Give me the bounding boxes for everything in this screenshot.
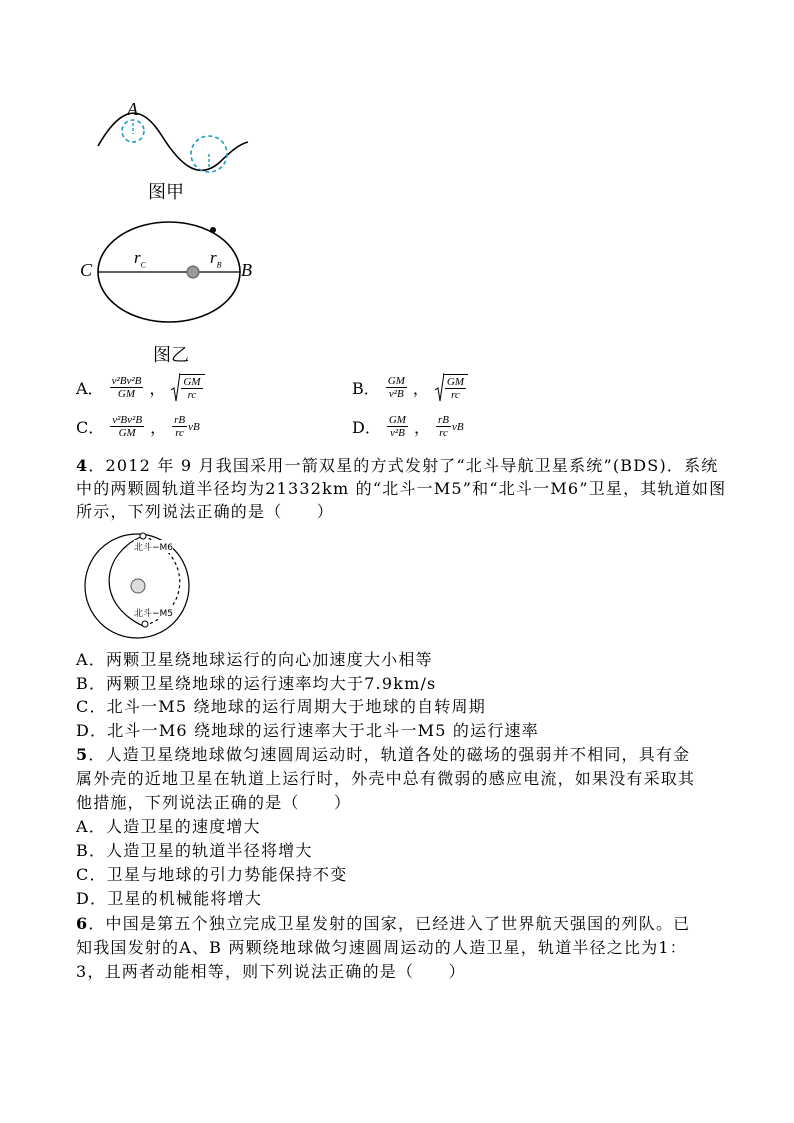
satellite-dot	[210, 227, 216, 233]
q3-option-B: B． $\frac{GM}{\text{v²B}}$ ， $\frac{GM}{rc}$	[352, 372, 468, 402]
q4-stem-line2: 中的两颗圆轨道半径均为21332km 的“北斗一M5”和“北斗一M6”卫星，其轨道如图	[76, 479, 727, 498]
q5-option-D: D．卫星的机械能将增大	[76, 889, 263, 908]
figure-yi-caption: 图乙	[153, 345, 189, 366]
point-A-label: A	[127, 99, 138, 119]
q5-option-A: A．人造卫星的速度增大	[76, 817, 261, 836]
figure-yi	[94, 220, 244, 330]
q3-option-D: D． $\frac{GM}{\text{v²B}}$ ， $\frac{rB}{rc}$ vB	[352, 414, 464, 439]
q5-option-B: B．人造卫星的轨道半径将增大	[76, 841, 313, 860]
q3-option-A: A． $\frac{\text{v²Bv²B}}{GM}$ ， $\frac{GM}{rc}$	[76, 372, 205, 402]
label-rB: $r_B$	[210, 248, 222, 270]
satellite-m5	[142, 621, 148, 627]
q4-option-D: D．北斗一M6 绕地球的运行速率大于北斗一M5 的运行速率	[76, 721, 539, 740]
q4-stem-line1: 4．2012 年 9 月我国采用一箭双星的方式发射了“北斗导航卫星系统”(BDS)．系统	[76, 456, 719, 475]
label-rC: $r_C$	[134, 248, 146, 270]
q4-option-A: A．两颗卫星绕地球运行的向心加速度大小相等	[76, 650, 433, 669]
label-C: C	[80, 260, 93, 280]
satellite-m6	[140, 533, 146, 539]
q5-stem-line3: 他措施，下列说法正确的是（ ）	[76, 793, 352, 812]
label-m6: 北斗−M6	[134, 540, 173, 553]
central-body	[187, 266, 199, 278]
q3-option-C: C． $\frac{\text{v²Bv²B}}{GM}$ ， $\frac{rB}{rc}$ vB	[76, 414, 200, 439]
label-B: B	[241, 260, 252, 280]
q5-stem-line1: 5．人造卫星绕地球做匀速圆周运动时，轨道各处的磁场的强弱并不相同，具有金	[76, 745, 691, 764]
q6-stem-line2: 知我国发射的A、B 两颗绕地球做匀速圆周运动的人造卫星，轨道半径之比为1：	[76, 938, 687, 957]
q4-option-C: C．北斗一M5 绕地球的运行周期大于地球的自转周期	[76, 697, 486, 716]
q6-stem-line1: 6．中国是第五个独立完成卫星发射的国家，已经进入了世界航天强国的列队。已	[76, 914, 691, 933]
q6-stem-line3: 3，且两者动能相等，则下列说法正确的是（ ）	[76, 962, 466, 981]
q4-stem-line3: 所示，下列说法正确的是（ ）	[76, 502, 335, 521]
label-m5: 北斗−M5	[134, 606, 173, 619]
figure-jia-caption: 图甲	[148, 182, 184, 203]
earth	[131, 579, 145, 593]
q5-stem-line2: 属外壳的近地卫星在轨道上运行时，外壳中总有微弱的感应电流，如果没有采取其	[76, 769, 696, 788]
q5-option-C: C．卫星与地球的引力势能保持不变	[76, 865, 348, 884]
q4-option-B: B．两颗卫星绕地球的运行速率均大于7.9km/s	[76, 674, 437, 693]
